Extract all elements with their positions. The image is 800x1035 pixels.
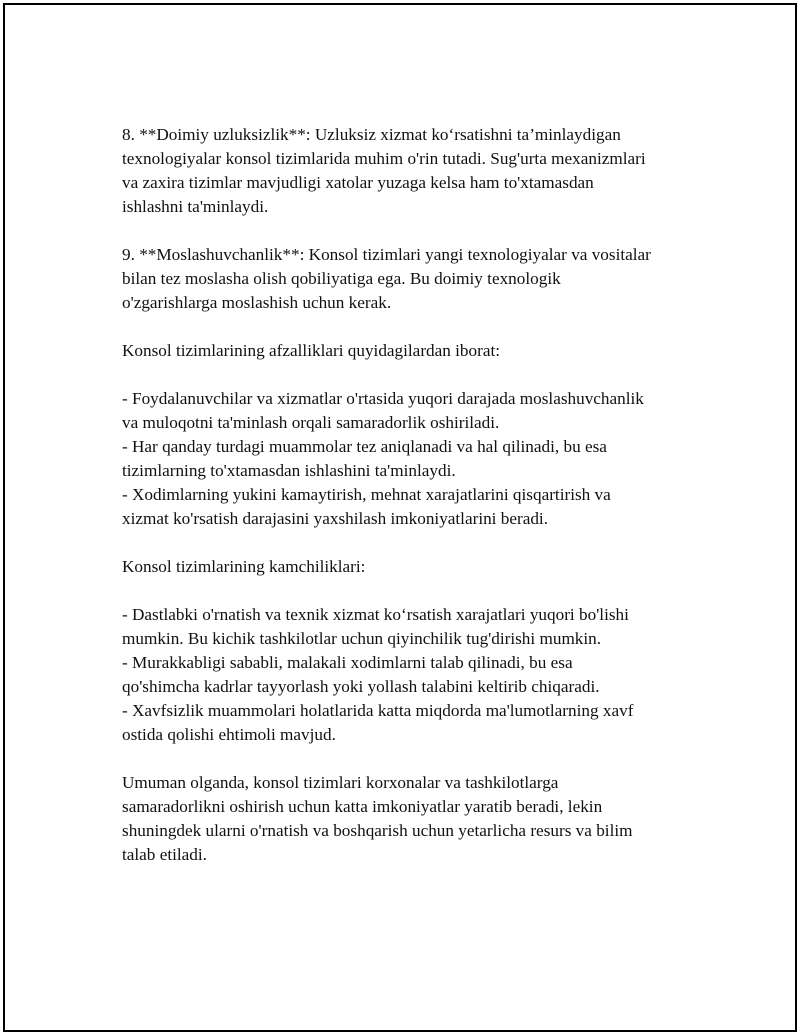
text-line: qo'shimcha kadrlar tayyorlash yoki yollash talabini keltirib chiqaradi. (122, 677, 600, 696)
paragraph-conclusion (122, 771, 702, 867)
paragraph-item-9 (122, 243, 702, 315)
text-line: talab etiladi. (122, 845, 207, 864)
page-frame (3, 3, 797, 1032)
text-line: va muloqotni ta'minlash orqali samaradorlik oshiriladi. (122, 413, 500, 432)
text-line: Konsol tizimlarining kamchiliklari: (122, 557, 366, 576)
advantages-heading (122, 339, 702, 363)
text-line: o'zgarishlarga moslashish uchun kerak. (122, 293, 392, 312)
text-line: texnologiyalar konsol tizimlarida muhim o'rin tutadi. Sug'urta mexanizmlari (122, 149, 646, 168)
text-line: samaradorlikni oshirish uchun katta imkoniyatlar yaratib beradi, lekin (122, 797, 603, 816)
text-line: xizmat ko'rsatish darajasini yaxshilash imkoniyatlarini beradi. (122, 509, 548, 528)
paragraph-item-8 (122, 123, 702, 219)
list-item: - Xodimlarning yukini kamaytirish, mehnat xarajatlarini qisqartirish va (122, 485, 611, 504)
text-line: mumkin. Bu kichik tashkilotlar uchun qiyinchilik tug'dirishi mumkin. (122, 629, 602, 648)
text-line: shuningdek ularni o'rnatish va boshqarish uchun yetarlicha resurs va bilim (122, 821, 633, 840)
text-line: va zaxira tizimlar mavjudligi xatolar yuzaga kelsa ham to'xtamasdan (122, 173, 594, 192)
disadvantages-list (122, 603, 702, 747)
document-body (122, 123, 702, 891)
text-line: Konsol tizimlarining afzalliklari quyidagilardan iborat: (122, 341, 501, 360)
list-item: - Xavfsizlik muammolari holatlarida katta miqdorda ma'lumotlarning xavf (122, 701, 634, 720)
text-line: bilan tez moslasha olish qobiliyatiga ega. Bu doimiy texnologik (122, 269, 561, 288)
text-line: Umuman olganda, konsol tizimlari korxonalar va tashkilotlarga (122, 773, 559, 792)
text-line: 8. **Doimiy uzluksizlik**: Uzluksiz xizmat ko‘rsatishni ta’minlaydigan (122, 125, 621, 144)
disadvantages-heading (122, 555, 702, 579)
advantages-list (122, 387, 702, 531)
text-line: ostida qolishi ehtimoli mavjud. (122, 725, 336, 744)
list-item: - Murakkabligi sababli, malakali xodimlarni talab qilinadi, bu esa (122, 653, 573, 672)
text-line: ishlashni ta'minlaydi. (122, 197, 269, 216)
text-line: 9. **Moslashuvchanlik**: Konsol tizimlari yangi texnologiyalar va vositalar (122, 245, 651, 264)
text-line: tizimlarning to'xtamasdan ishlashini ta'minlaydi. (122, 461, 456, 480)
list-item: - Foydalanuvchilar va xizmatlar o'rtasida yuqori darajada moslashuvchanlik (122, 389, 644, 408)
list-item: - Har qanday turdagi muammolar tez aniqlanadi va hal qilinadi, bu esa (122, 437, 607, 456)
list-item: - Dastlabki o'rnatish va texnik xizmat ko‘rsatish xarajatlari yuqori bo'lishi (122, 605, 629, 624)
